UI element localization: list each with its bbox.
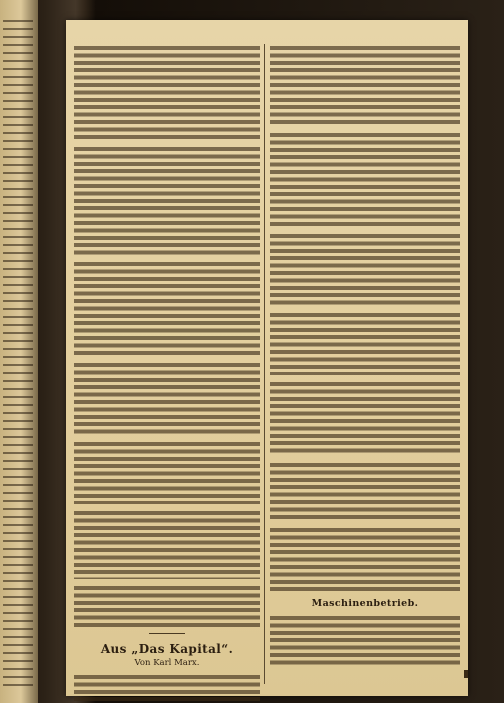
paragraph: [74, 361, 260, 435]
right-column: [270, 44, 460, 671]
paragraph: [270, 461, 460, 521]
paragraph: [270, 44, 460, 126]
author-line: Von Karl Marx.: [134, 658, 200, 668]
previous-page-text-fragment: [3, 16, 33, 686]
paragraph: [74, 440, 260, 504]
left-column: [74, 44, 260, 703]
page-mark: [464, 670, 468, 678]
paragraph: [270, 526, 460, 592]
section-rule: [149, 633, 185, 634]
section-heading: Aus „Das Kapital“.: [100, 642, 234, 656]
paragraph: [270, 311, 460, 375]
paragraph: [74, 145, 260, 255]
paragraph: [74, 509, 260, 579]
paragraph: [74, 260, 260, 356]
paragraph: [74, 584, 260, 628]
paragraph: [270, 232, 460, 306]
paragraph: [74, 673, 260, 701]
section-heading: Maschinenbetrieb.: [311, 598, 419, 609]
book-page: [66, 20, 468, 696]
column-divider: [264, 44, 265, 684]
paragraph: [270, 380, 460, 456]
paragraph: [270, 614, 460, 666]
paragraph: [74, 44, 260, 140]
previous-page-edge: [0, 0, 38, 703]
paragraph: [270, 131, 460, 227]
